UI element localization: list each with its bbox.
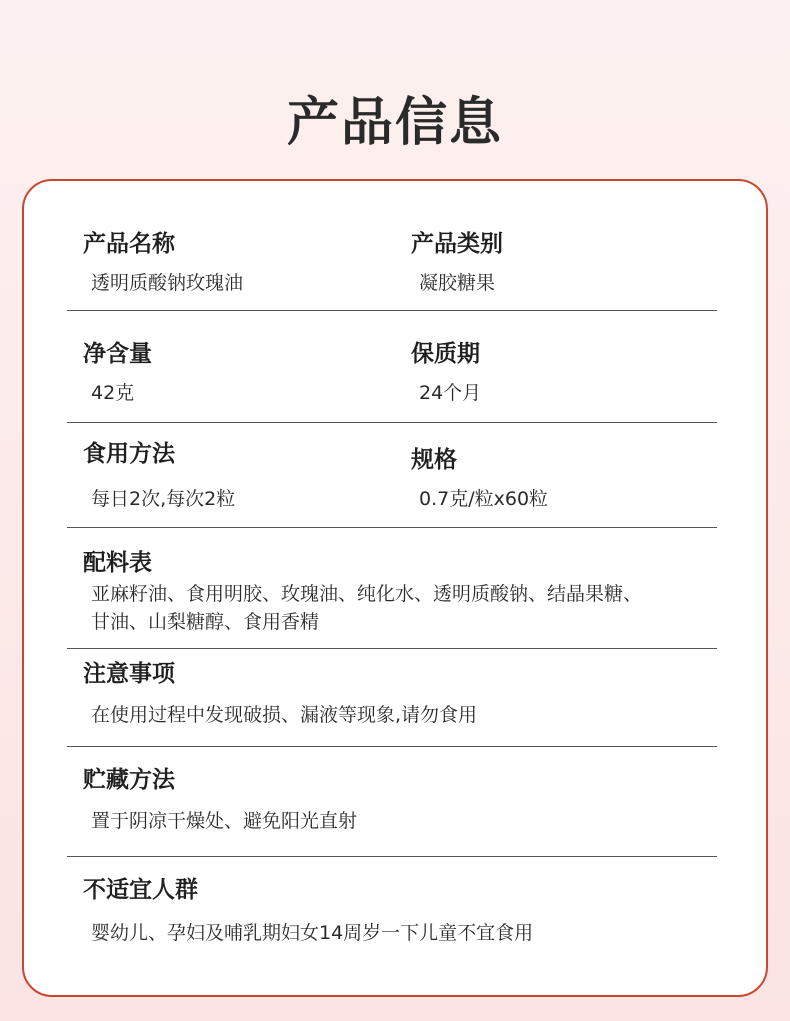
product-category-value: 凝胶糖果 xyxy=(419,272,496,294)
field-product-category xyxy=(411,229,503,297)
notice-label: 注意事项 xyxy=(83,661,175,687)
field-product-name xyxy=(83,229,243,297)
info-row-storage xyxy=(67,747,717,857)
info-row-name-category xyxy=(67,227,717,311)
field-net-weight xyxy=(83,339,152,407)
info-row-unsuitable xyxy=(67,857,717,967)
shelf-life-value: 24个月 xyxy=(419,382,482,404)
ingredients-value-line-2: 甘油、山梨糖醇、食用香精 xyxy=(91,611,320,633)
specification-value: 0.7克/粒x60粒 xyxy=(419,488,549,510)
ingredients-label: 配料表 xyxy=(83,550,152,576)
ingredients-value-line-1: 亚麻籽油、食用明胶、玫瑰油、纯化水、透明质酸钠、结晶果糖、 xyxy=(91,583,643,605)
field-shelf-life xyxy=(411,339,481,407)
usage-label: 食用方法 xyxy=(83,441,175,467)
field-ingredients xyxy=(83,548,642,636)
shelf-life-label: 保质期 xyxy=(411,341,480,367)
specification-label: 规格 xyxy=(411,447,457,473)
info-row-usage-spec xyxy=(67,423,717,528)
usage-value: 每日2次,每次2粒 xyxy=(91,488,236,510)
product-name-value: 透明质酸钠玫瑰油 xyxy=(91,272,244,294)
unsuitable-label: 不适宜人群 xyxy=(83,877,198,903)
notice-value: 在使用过程中发现破损、漏液等现象,请勿食用 xyxy=(91,704,478,726)
field-notice xyxy=(83,659,477,729)
net-weight-value: 42克 xyxy=(91,382,135,404)
info-row-notice xyxy=(67,649,717,747)
info-row-weight-shelf-life xyxy=(67,311,717,423)
info-row-ingredients xyxy=(67,528,717,649)
product-category-label: 产品类别 xyxy=(411,231,503,257)
net-weight-label: 净含量 xyxy=(83,341,152,367)
page-title: 产品信息 xyxy=(286,93,503,153)
storage-value: 置于阴凉干燥处、避免阳光直射 xyxy=(91,810,358,832)
unsuitable-value: 婴幼儿、孕妇及哺乳期妇女14周岁一下儿童不宜食用 xyxy=(91,922,534,944)
field-unsuitable xyxy=(83,875,533,947)
field-usage xyxy=(83,439,235,513)
storage-label: 贮藏方法 xyxy=(83,767,175,793)
product-info-card xyxy=(22,179,768,997)
field-specification xyxy=(411,445,548,513)
field-storage xyxy=(83,765,357,835)
product-name-label: 产品名称 xyxy=(83,231,175,257)
